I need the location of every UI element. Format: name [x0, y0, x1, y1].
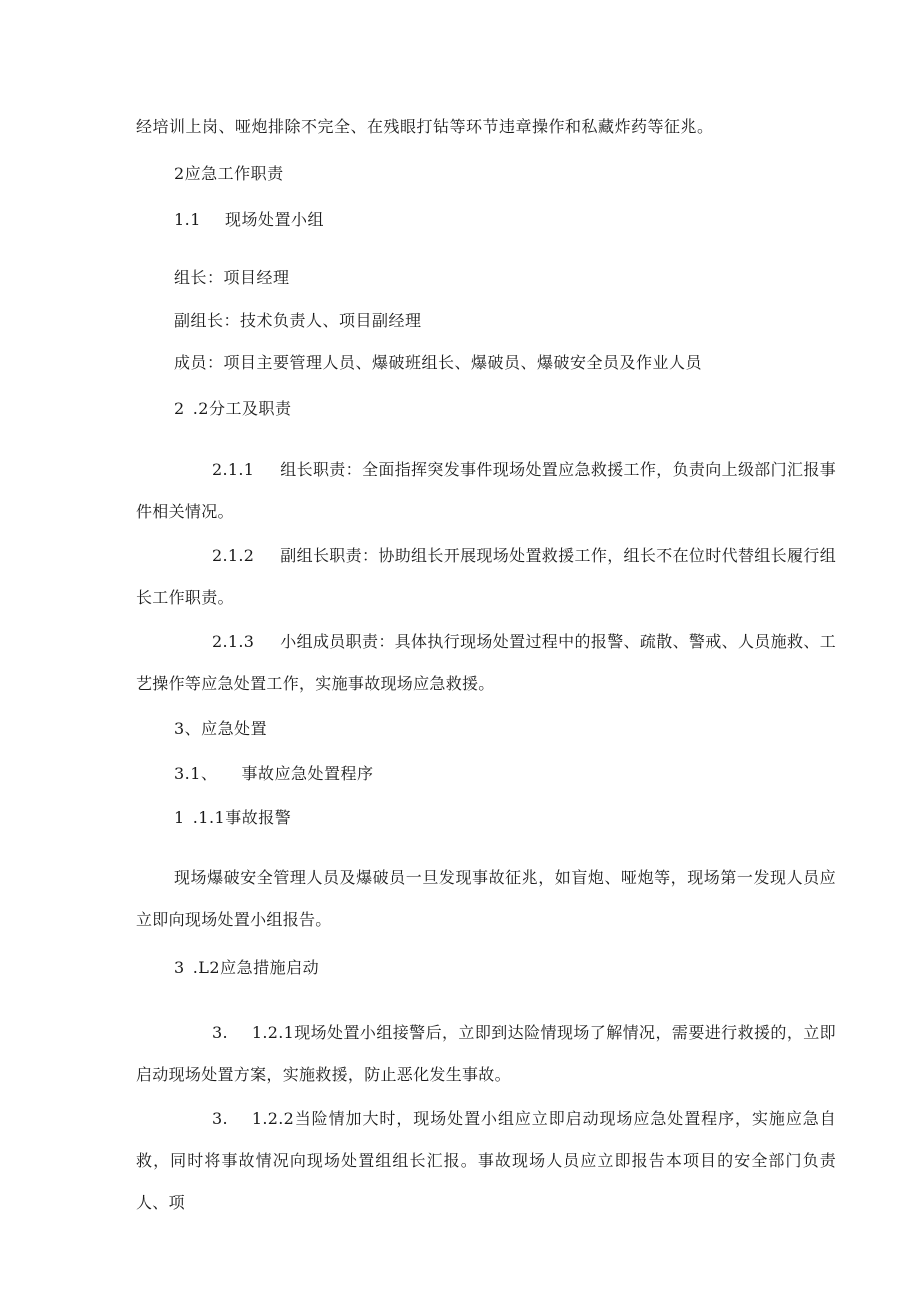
heading-number: 1.1	[174, 210, 201, 229]
clause-number: 3.	[212, 1023, 228, 1042]
paragraph-leader-duties	[136, 449, 836, 533]
clause-text: 副组长职责：协助组长开展现场处置救援工作，组长不在位时代替组长履行组长工作职责。	[136, 546, 836, 607]
clause-text: 组长职责：全面指挥突发事件现场处置应急救援工作，负责向上级部门汇报事件相关情况。	[136, 460, 836, 521]
clause-number: 3.	[212, 1109, 228, 1128]
heading-number: 3	[174, 958, 185, 977]
paragraph-member-duties	[136, 621, 836, 705]
clause-number: 2.1.3	[212, 632, 255, 651]
heading-accident-alarm	[174, 808, 291, 828]
team-deputy-line: 副组长：技术负责人、项目副经理	[174, 311, 422, 330]
clause-text: 小组成员职责：具体执行现场处置过程中的报警、疏散、警戒、人员施救、工艺操作等应急处置工作，实施事故现场应急救援。	[136, 632, 836, 693]
heading-number: 2	[174, 399, 185, 418]
paragraph-deputy-duties	[136, 535, 836, 619]
text-line-continuation: 经培训上岗、哑炮排除不完全、在残眼打钻等环节违章操作和私藏炸药等征兆。	[136, 117, 714, 136]
heading-text: .2分工及职责	[192, 399, 292, 418]
heading-emergency-response: 3、应急处置	[174, 719, 268, 738]
team-members-line: 成员：项目主要管理人员、爆破班组长、爆破员、爆破安全员及作业人员	[174, 353, 703, 372]
heading-number: 3.1、	[174, 764, 218, 783]
heading-text: 现场处置小组	[224, 210, 324, 229]
heading-number: 1	[174, 808, 185, 827]
paragraph-alarm-received	[136, 1012, 836, 1096]
team-leader-line: 组长：项目经理	[174, 268, 290, 287]
heading-measures-activation	[174, 958, 319, 978]
heading-text: 事故应急处置程序	[241, 764, 374, 783]
heading-text: .L2应急措施启动	[192, 958, 320, 977]
clause-text: 1.2.2当险情加大时，现场处置小组应立即启动现场应急处置程序，实施应急自救，同时将事故情况向现场处置组组长汇报。事故现场人员应立即报告本项目的安全部门负责人、项	[136, 1109, 836, 1212]
heading-response-procedure	[174, 764, 373, 784]
paragraph-danger-escalation	[136, 1098, 836, 1224]
heading-emergency-duties: 2应急工作职责	[174, 164, 284, 183]
heading-division-of-duties	[174, 399, 291, 419]
heading-onsite-team	[174, 210, 324, 230]
heading-text: .1.1事故报警	[192, 808, 292, 827]
clause-number: 2.1.1	[212, 460, 255, 479]
clause-text: 1.2.1现场处置小组接警后，立即到达险情现场了解情况，需要进行救援的，立即启动现场处置方案，实施救援，防止恶化发生事故。	[136, 1023, 836, 1084]
paragraph-accident-alarm: 现场爆破安全管理人员及爆破员一旦发现事故征兆，如盲炮、哑炮等，现场第一发现人员应立即向现场处置小组报告。	[136, 868, 836, 929]
clause-number: 2.1.2	[212, 546, 255, 565]
